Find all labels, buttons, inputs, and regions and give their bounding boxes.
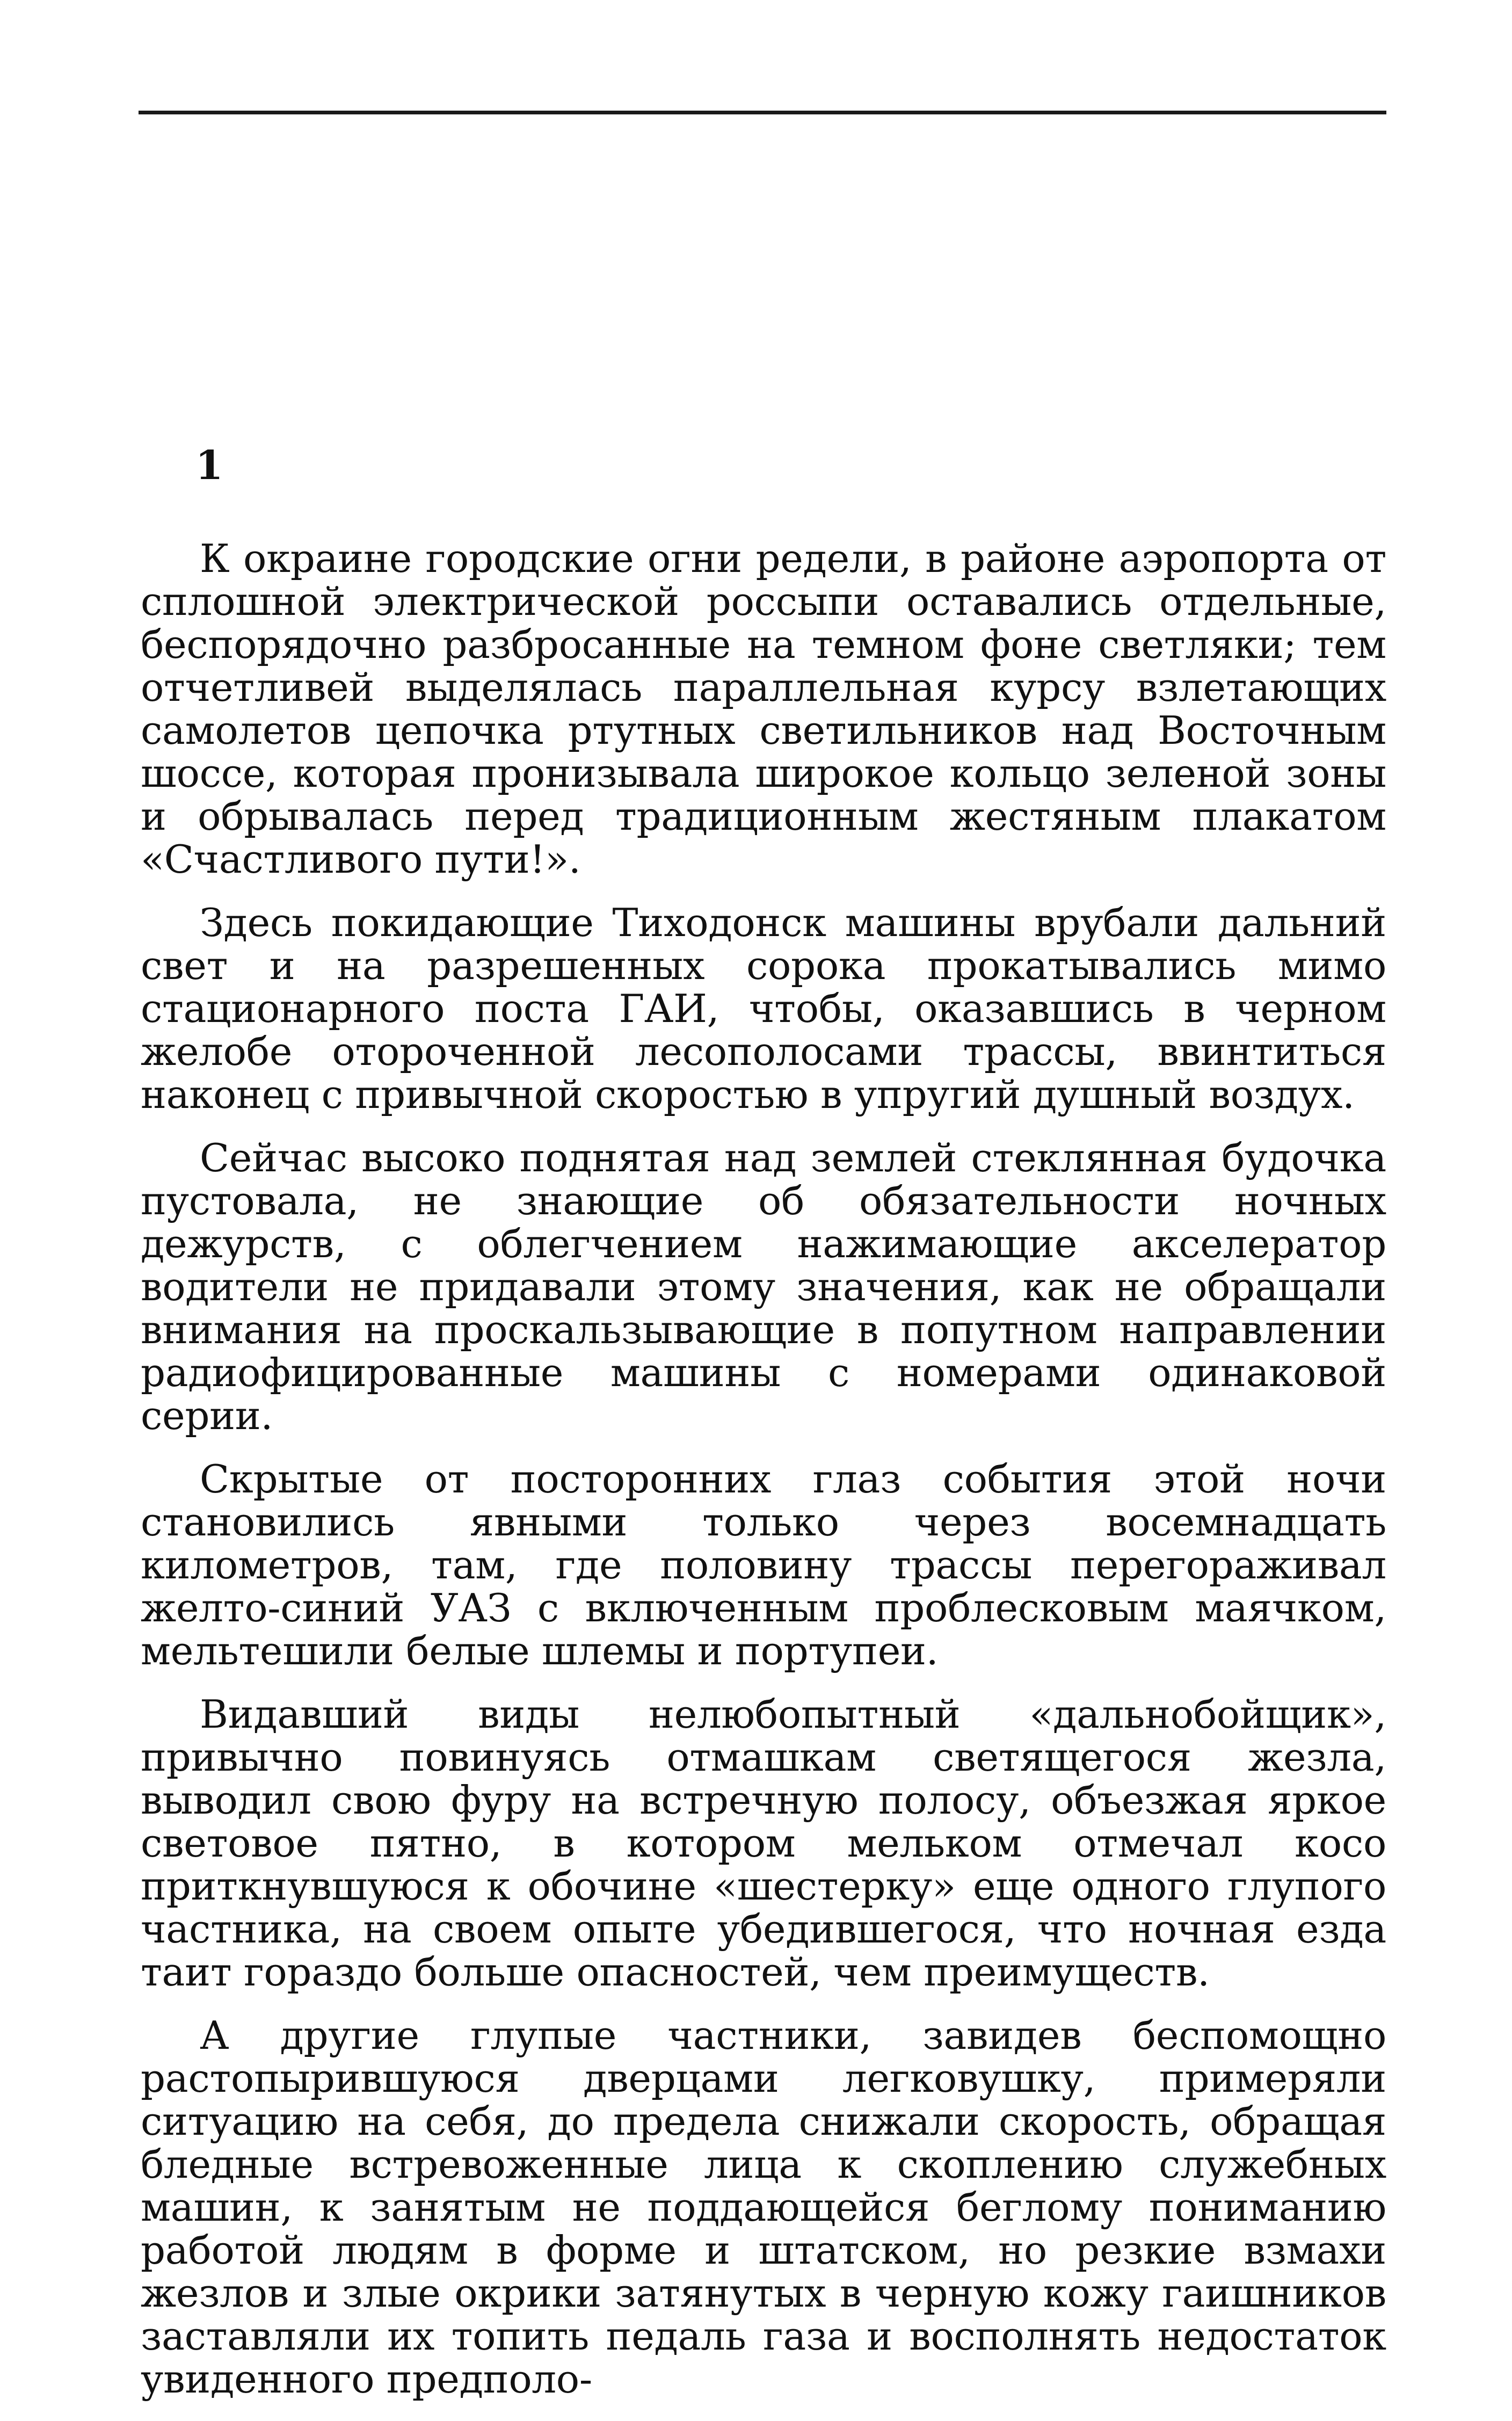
- body-text: [141, 537, 1386, 2421]
- top-rule: [139, 111, 1386, 114]
- paragraph-4: Скрытые от посторонних глаз события этой ночи становились явными только через восемнадцать километров, там, где половину трассы перегораживал желто-синий УАЗ с включенным проблесковым маячком, мельтешили белые шлемы и портупеи.: [141, 1456, 1386, 1673]
- paragraph-1: К окраине городские огни редели, в районе аэропорта от сплошной электрической россыпи оставались отдельные, беспорядочно разбросанные на темном фоне светляки; тем отчетливей выделялась параллельная курсу взлетающих самолетов цепочка ртутных светильников над Восточным шоссе, которая пронизывала широкое кольцо зеленой зоны и обрывалась перед традиционным жестяным плакатом «Счастливого пути!».: [141, 536, 1386, 882]
- chapter-number: 1: [195, 443, 223, 489]
- paragraph-2: Здесь покидающие Тиходонск машины врубали дальний свет и на разрешенных сорока прокатывались мимо стационарного поста ГАИ, чтобы, оказавшись в черном желобе отороченной лесополосами трассы, ввинтиться наконец с привычной скоростью в упругий душный воздух.: [141, 900, 1386, 1117]
- paragraph-6: А другие глупые частники, завидев беспомощно растопырившуюся дверцами легковушку, примеряли ситуацию на себя, до предела снижали скорость, обращая бледные встревоженные лица к скоплению служебных машин, к занятым не поддающейся беглому пониманию работой людям в форме и штатском, но резкие взмахи жезлов и злые окрики затянутых в черную кожу гаишников заставляли их топить педаль газа и восполнять недостаток увиденного предполо-: [141, 2013, 1386, 2402]
- paragraph-3: Сейчас высоко поднятая над землей стеклянная будочка пустовала, не знающие об обязательности ночных дежурств, с облегчением нажимающие акселератор водители не придавали этому значения, как не обращали внимания на проскальзывающие в попутном направлении радиофицированные машины с номерами одинаковой серии.: [141, 1135, 1386, 1438]
- paragraph-5: Видавший виды нелюбопытный «дальнобойщик», привычно повинуясь отмашкам светящегося жезла, выводил свою фуру на встречную полосу, объезжая яркое световое пятно, в котором мельком отмечал косо приткнувшуюся к обочине «шестерку» еще одного глупого частника, на своем опыте убедившегося, что ночная езда таит гораздо больше опасностей, чем преимуществ.: [141, 1692, 1386, 1995]
